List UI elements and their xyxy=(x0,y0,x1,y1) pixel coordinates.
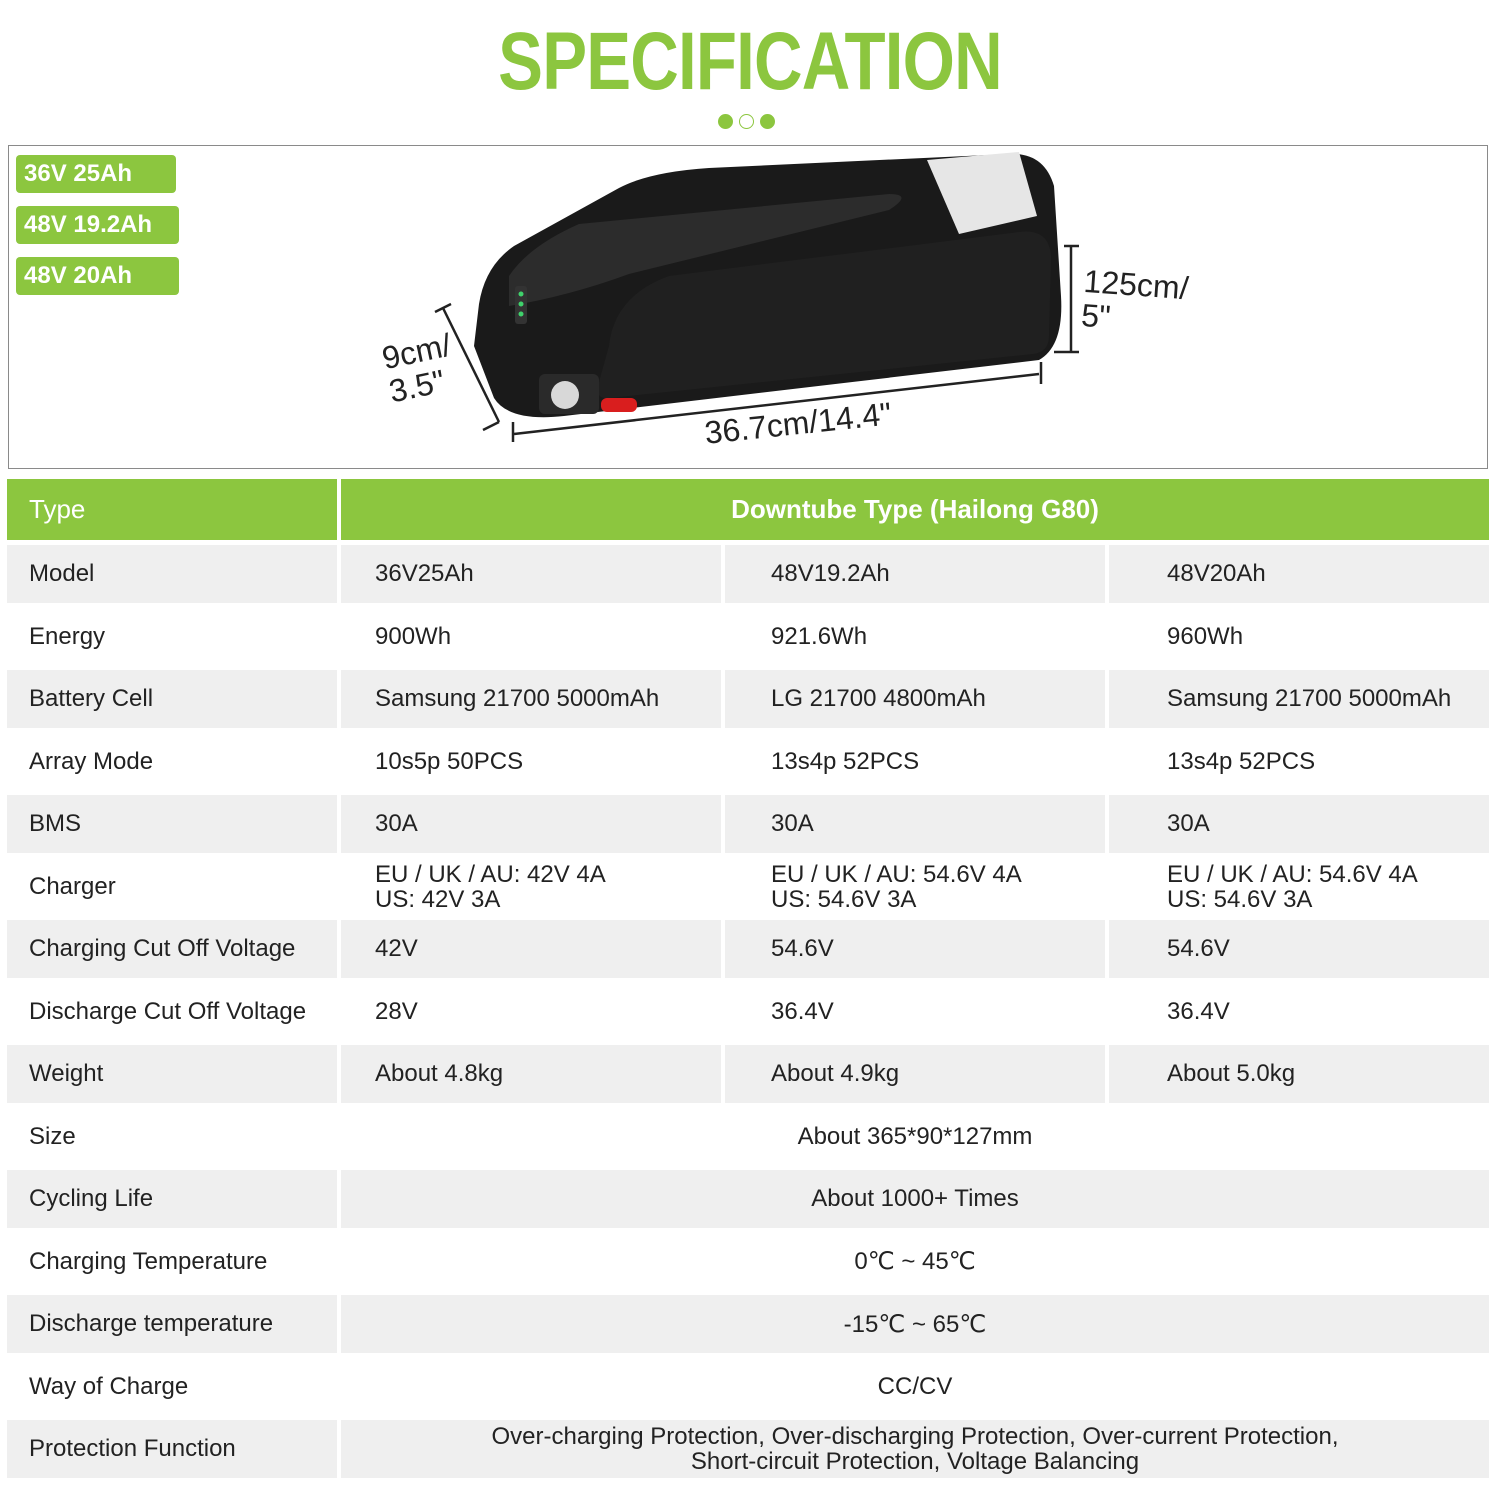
row-value: About 5.0kg xyxy=(1109,1045,1489,1103)
row-label: Size xyxy=(29,1122,76,1150)
row-value: 30A xyxy=(1109,795,1489,853)
type-header: Type xyxy=(7,479,337,540)
row-value-line: EU / UK / AU: 54.6V 4A xyxy=(1167,860,1418,888)
row-value: 960Wh xyxy=(1167,622,1244,650)
led-icon xyxy=(519,312,524,317)
row-label: Charging Temperature xyxy=(29,1247,268,1275)
table-row xyxy=(7,920,1489,978)
row-label: Energy xyxy=(29,622,106,650)
row-value-line: Short-circuit Protection, Voltage Balancing xyxy=(690,1448,1140,1475)
row-value: 54.6V xyxy=(725,920,1105,978)
led-icon xyxy=(519,292,524,297)
row-value-line: EU / UK / AU: 42V 4A xyxy=(375,860,606,888)
carousel-dots xyxy=(718,114,775,129)
row-value: 48V19.2Ah xyxy=(725,545,1105,603)
row-value: -15℃ ~ 65℃ xyxy=(341,1295,1489,1353)
row-value: 42V xyxy=(341,920,721,978)
row-label: Cycling Life xyxy=(7,1170,337,1228)
table-row xyxy=(7,1420,1489,1478)
row-value: Samsung 21700 5000mAh xyxy=(1109,670,1489,728)
capacity-badge: 48V 20Ah xyxy=(16,257,179,295)
led-icon xyxy=(519,302,524,307)
page-title: SPECIFICATION xyxy=(498,16,1002,107)
carousel-dot[interactable] xyxy=(718,114,733,129)
length-dimension-label: 36.7cm/14.4" xyxy=(702,395,894,451)
row-value: LG 21700 4800mAh xyxy=(725,670,1105,728)
row-label: Protection Function xyxy=(7,1420,337,1478)
table-row xyxy=(7,795,1489,853)
capacity-badge: 36V 25Ah xyxy=(16,155,176,193)
table-row xyxy=(7,733,1489,791)
row-label: Model xyxy=(7,545,337,603)
row-value: About 1000+ Times xyxy=(341,1170,1489,1228)
width-dimension-label: 9cm/ 3.5" xyxy=(378,326,455,410)
row-label: Charger xyxy=(29,872,116,900)
row-value: 921.6Wh xyxy=(771,622,868,650)
row-value-line: US: 54.6V 3A xyxy=(1167,885,1313,913)
row-value: 28V xyxy=(375,997,418,1025)
row-label: Charging Cut Off Voltage xyxy=(7,920,337,978)
table-row xyxy=(7,1045,1489,1103)
row-label: BMS xyxy=(7,795,337,853)
table-row xyxy=(7,858,1489,916)
table-row xyxy=(7,670,1489,728)
row-value: 54.6V xyxy=(1109,920,1489,978)
table-row xyxy=(7,1108,1489,1166)
row-label: Discharge temperature xyxy=(7,1295,337,1353)
row-value: 48V20Ah xyxy=(1109,545,1489,603)
type-value-header: Downtube Type (Hailong G80) xyxy=(341,479,1489,540)
row-label: Discharge Cut Off Voltage xyxy=(29,997,307,1025)
row-value-line: EU / UK / AU: 54.6V 4A xyxy=(771,860,1022,888)
row-value: About 4.9kg xyxy=(725,1045,1105,1103)
row-value: 36.4V xyxy=(771,997,834,1025)
row-value xyxy=(341,858,721,916)
row-label: Battery Cell xyxy=(7,670,337,728)
carousel-dot[interactable] xyxy=(739,114,754,129)
table-row xyxy=(7,1233,1489,1291)
row-value xyxy=(1109,858,1489,916)
row-value-line: US: 42V 3A xyxy=(375,885,501,913)
row-value xyxy=(341,1420,1489,1478)
table-row xyxy=(7,1170,1489,1228)
row-value: 36V25Ah xyxy=(341,545,721,603)
capacity-badge: 48V 19.2Ah xyxy=(16,206,179,244)
table-header-row xyxy=(7,479,1489,540)
row-value: Samsung 21700 5000mAh xyxy=(341,670,721,728)
row-value: 30A xyxy=(725,795,1105,853)
row-value: About 4.8kg xyxy=(341,1045,721,1103)
table-row xyxy=(7,608,1489,666)
row-value: 13s4p 52PCS xyxy=(771,747,920,775)
product-hero xyxy=(8,145,1488,469)
table-row xyxy=(7,1358,1489,1416)
height-dimension-label: 125cm/ 5" xyxy=(1080,263,1190,335)
row-value: About 365*90*127mm xyxy=(797,1122,1033,1150)
row-value: CC/CV xyxy=(877,1372,953,1400)
table-row xyxy=(7,983,1489,1041)
row-label: Weight xyxy=(7,1045,337,1103)
key-lock-icon xyxy=(551,381,579,409)
row-value: 0℃ ~ 45℃ xyxy=(854,1248,976,1275)
row-value-line: US: 54.6V 3A xyxy=(771,885,917,913)
row-label: Way of Charge xyxy=(29,1372,189,1400)
row-label: Array Mode xyxy=(29,747,154,775)
power-switch-icon xyxy=(601,398,637,412)
carousel-dot[interactable] xyxy=(760,114,775,129)
row-value: 900Wh xyxy=(375,622,452,650)
row-value-line: Over-charging Protection, Over-discharging Protection, Over-current Protection, xyxy=(491,1423,1339,1450)
table-row xyxy=(7,545,1489,603)
row-value: 10s5p 50PCS xyxy=(375,747,524,775)
row-value xyxy=(725,858,1105,916)
row-value: 36.4V xyxy=(1167,997,1230,1025)
table-row xyxy=(7,1295,1489,1353)
row-value: 30A xyxy=(341,795,721,853)
row-value: 13s4p 52PCS xyxy=(1167,747,1316,775)
